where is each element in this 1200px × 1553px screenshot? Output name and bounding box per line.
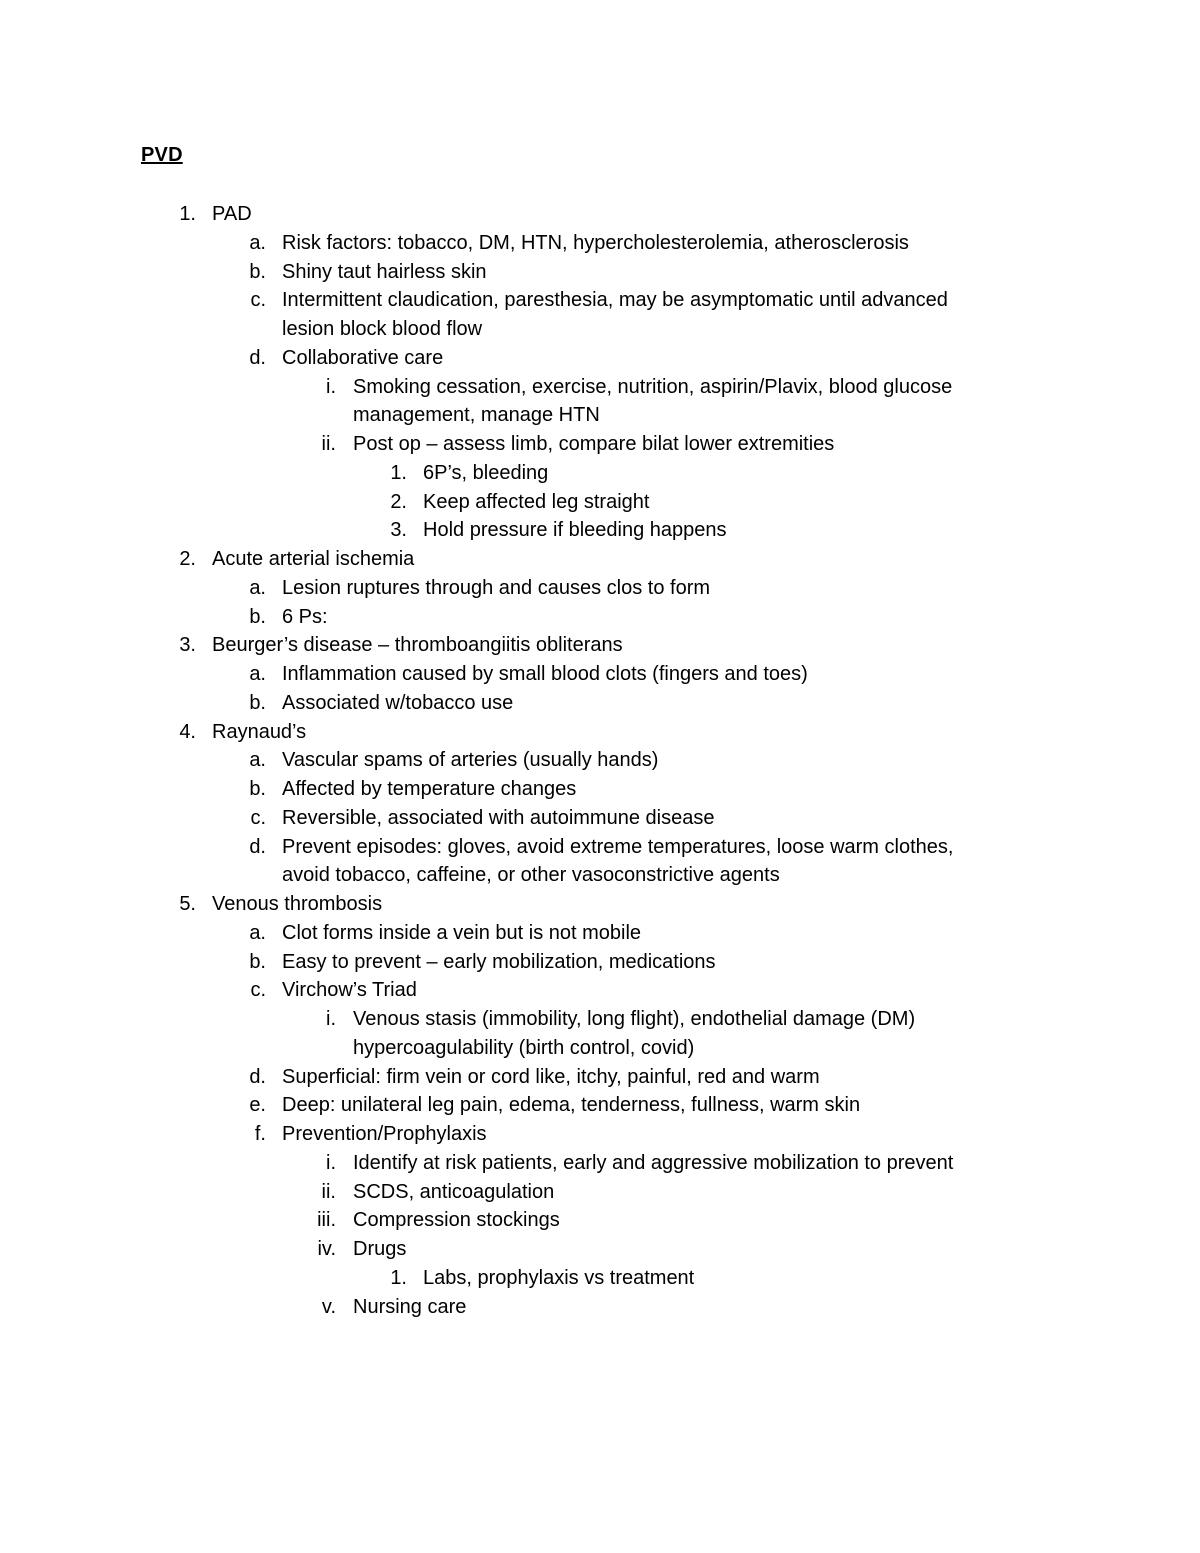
list-marker: b. [249, 778, 266, 800]
list-marker: 1. [390, 461, 407, 484]
list-item-text: Smoking cessation, exercise, nutrition, aspirin/Plavix, blood glucose [353, 375, 953, 398]
list-marker: i. [326, 375, 336, 398]
list-item-text: Clot forms inside a vein but is not mobile [282, 921, 642, 944]
list-marker: 2. [179, 548, 196, 570]
list-marker: c. [250, 806, 266, 829]
list-item-text: Deep: unilateral leg pain, edema, tenderness, fullness, warm skin [282, 1094, 861, 1117]
list-item-text: Reversible, associated with autoimmune disease [282, 806, 715, 829]
list-marker: f. [254, 1123, 266, 1145]
list-marker: b. [249, 950, 266, 973]
list-item-text: Vascular spams of arteries (usually hands) [282, 749, 659, 772]
list-item-text: Prevention/Prophylaxis [282, 1123, 487, 1145]
list-marker: v. [321, 1295, 336, 1318]
list-item-text: Acute arterial ischemia [212, 548, 415, 570]
list-marker: 3. [179, 634, 196, 657]
list-marker: i. [326, 1008, 336, 1030]
list-item-text: Intermittent claudication, paresthesia, may be asymptomatic until advanced [282, 289, 948, 312]
list-marker: e. [249, 1094, 266, 1117]
list-item-text: lesion block blood flow [282, 318, 483, 340]
list-item-text: Risk factors: tobacco, DM, HTN, hypercholesterolemia, atherosclerosis [282, 231, 909, 254]
list-marker: b. [249, 260, 266, 283]
list-item-text: PAD [212, 203, 252, 225]
list-marker: ii. [321, 1180, 336, 1203]
list-marker: a. [249, 921, 266, 944]
document-title: PVD [141, 144, 183, 166]
list-item-text: Superficial: firm vein or cord like, itchy, painful, red and warm [282, 1065, 820, 1088]
list-item-text: Prevent episodes: gloves, avoid extreme temperatures, loose warm clothes, [282, 835, 954, 858]
list-item-text: Keep affected leg straight [423, 490, 650, 513]
list-item-text: hypercoagulability (birth control, covid) [353, 1036, 695, 1059]
list-marker: a. [249, 663, 266, 685]
list-item-text: Virchow’s Triad [282, 979, 417, 1002]
list-marker: c. [250, 979, 266, 1002]
list-item-text: Collaborative care [282, 346, 444, 369]
list-item-text: Hold pressure if bleeding happens [423, 519, 727, 542]
list-item-text: 6P’s, bleeding [423, 461, 549, 484]
list-item-text: Raynaud’s [212, 720, 307, 743]
list-marker: c. [250, 289, 266, 312]
list-item-text: Beurger’s disease – thromboangiitis obliterans [212, 634, 623, 657]
list-marker: 1. [390, 1266, 407, 1289]
list-item-text: Labs, prophylaxis vs treatment [423, 1266, 695, 1289]
list-item-text: management, manage HTN [353, 404, 600, 427]
list-item-text: 6 Ps: [282, 605, 328, 628]
list-marker: d. [249, 346, 266, 369]
list-marker: 1. [179, 203, 196, 225]
list-item-text: Drugs [353, 1238, 407, 1260]
list-marker: a. [249, 231, 266, 254]
list-item-text: Identify at risk patients, early and aggressive mobilization to prevent [353, 1151, 954, 1174]
list-marker: 3. [390, 519, 407, 542]
list-marker: 5. [179, 893, 196, 915]
list-marker: ii. [321, 433, 336, 455]
list-marker: i. [326, 1151, 336, 1174]
list-marker: b. [249, 605, 266, 628]
list-item-text: Inflammation caused by small blood clots (fingers and toes) [282, 663, 808, 685]
list-item-text: Affected by temperature changes [282, 778, 577, 800]
list-item-text: Compression stockings [353, 1209, 560, 1232]
list-item-text: Venous stasis (immobility, long flight), endothelial damage (DM) [353, 1008, 916, 1030]
list-item-text: Venous thrombosis [212, 893, 383, 915]
list-item-text: Associated w/tobacco use [282, 691, 514, 714]
list-marker: 4. [179, 720, 196, 743]
list-marker: iii. [317, 1209, 336, 1232]
list-item-text: SCDS, anticoagulation [353, 1180, 555, 1203]
list-marker: b. [249, 691, 266, 714]
list-marker: d. [249, 1065, 266, 1088]
list-item-text: Nursing care [353, 1295, 467, 1318]
list-marker: 2. [390, 490, 407, 513]
list-marker: a. [249, 576, 266, 599]
list-marker: iv. [317, 1238, 336, 1260]
list-item-text: avoid tobacco, caffeine, or other vasoconstrictive agents [282, 864, 780, 887]
list-marker: d. [249, 835, 266, 858]
list-item-text: Shiny taut hairless skin [282, 260, 487, 283]
list-item-text: Post op – assess limb, compare bilat lower extremities [353, 433, 835, 455]
list-marker: a. [249, 749, 266, 772]
list-item-text: Easy to prevent – early mobilization, medications [282, 950, 716, 973]
list-item-text: Lesion ruptures through and causes clos to form [282, 576, 711, 599]
